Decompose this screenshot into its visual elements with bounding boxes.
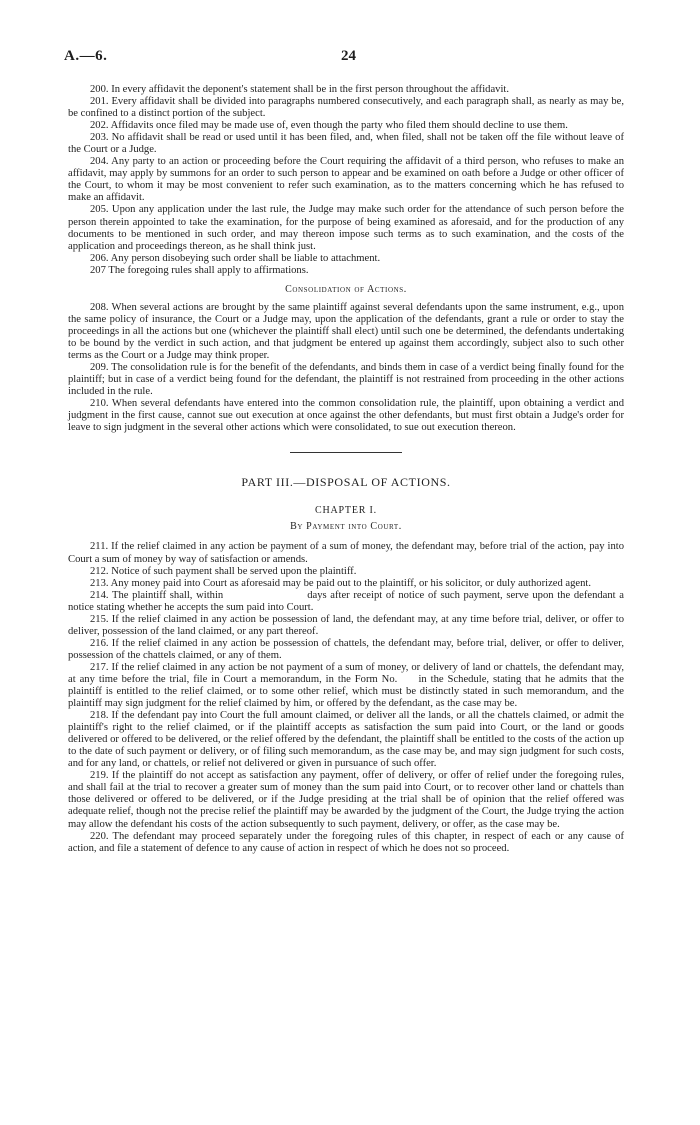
chapter-title: CHAPTER I. [315, 505, 377, 517]
rule-201: 201. Every affidavit shall be divided into paragraphs numbered consecutively, and each paragraph shall, as nearly as may be, be confined to a distinct portion of the subject. [68, 96, 624, 120]
rule-206: 206. Any person disobeying such order shall be liable to attachment. [90, 252, 381, 264]
document-body [68, 84, 624, 855]
page-number: 24 [341, 48, 356, 64]
rule-209: 209. The consolidation rule is for the benefit of the defendants, and binds them in case of a verdict being finally found for the plaintiff; but in case of a verdict being found for the defendant, the plaintiff is not restrained from proceeding in the other actions included in the rule. [68, 362, 624, 398]
chapter-subtitle: By Payment into Court. [290, 521, 402, 533]
rule-205: 205. Upon any application under the last rule, the Judge may make such order for the attendance of such person before the person therein appointed to take the examination, for the purpose of being examined as aforesaid, and for the production of any documents to be mentioned in such order, and may thereon impose such terms as to such examination, and the costs of the application and proceedings thereon, as he shall think just. [68, 204, 624, 252]
rule-214-end: days after receipt of notice of such payment, serve upon the defendant a notice stating whether he accepts the sum paid into Court. [68, 589, 625, 613]
rule-211: 211. If the relief claimed in any action be payment of a sum of money, the defendant may, before trial of the action, pay into Court a sum of money by way of satisfaction or amends. [68, 541, 624, 565]
rule-220: 220. The defendant may proceed separately under the foregoing rules of this chapter, in respect of each or any cause of action, and file a statement of defence to any cause of action in respect of which he does not so proceed. [68, 830, 624, 854]
rule-216: 216. If the relief claimed in any action be possession of chattels, the defendant may, before trial, deliver, or offer to deliver, possession of the chattels claimed, or any of them. [68, 637, 624, 661]
rule-212: 212. Notice of such payment shall be served upon the plaintiff. [90, 565, 357, 577]
section-divider [290, 452, 402, 453]
paper-reference: A.—6. [64, 48, 108, 64]
rule-215: 215. If the relief claimed in any action be possession of land, the defendant may, at any time before trial, deliver, or offer to deliver, possession of the land claimed, or any part thereof. [68, 613, 624, 637]
rule-214 [68, 590, 624, 614]
rule-208: 208. When several actions are brought by the same plaintiff against several defendants upon the same instrument, e.g., upon the same policy of insurance, the Court or a Judge may, upon the application of the defendants, grant a rule or order to stay the proceedings in all the actions but one (whichever the plaintiff shall elect) until such one be determined, the defendants undertaking to be bound by the verdict in such action, and that judgment be entered up against them accordingly, subject also to such other terms as the Court or a Judge may think proper. [68, 301, 624, 361]
rule-214-start: 214. The plaintiff shall, within [90, 589, 224, 601]
rule-218: 218. If the defendant pay into Court the full amount claimed, or deliver all the lands, or all the chattels claimed, or admit the plaintiff's right to the relief claimed, or if the plaintiff accepts as satisfaction the sum paid into Court, or the land or goods delivered or offered to be delivered, or the relief offered by the defendant, the plaintiff shall be entitled to the costs of the action up to the date of such payment or delivery, or of filing such memorandum, as the case may be, and may sign judgment for such costs, and for any land, or chattels, or relief not delivered or given in pursuance of such offer. [68, 710, 624, 770]
section-heading-consolidation: Consolidation of Actions. [285, 283, 407, 295]
rule-210: 210. When several defendants have entered into the common consolidation rule, the plaintiff, upon obtaining a verdict and judgment in the first cause, cannot sue out execution at once against the other defendants, but must first obtain a Judge's order for leave to sign judgment in the several other actions which were consolidated, to sue out execution thereon. [68, 398, 624, 434]
rule-213: 213. Any money paid into Court as aforesaid may be paid out to the plaintiff, or his solicitor, or duly authorized agent. [90, 577, 592, 589]
part-title: PART III.—DISPOSAL OF ACTIONS. [241, 475, 451, 490]
rule-219: 219. If the plaintiff do not accept as satisfaction any payment, offer of delivery, or offer of relief under the foregoing rules, and shall fail at the trial to recover a greater sum of money than the sum paid into Court, or to recover other land or chattels than those delivered or offered to be delivered, or if the Judge presiding at the trial shall be of opinion that the relief offered was adequate relief, though not the precise relief the plaintiff may be awarded by the judgment of the Court, the Judge trying the action may allow the defendant his costs of the action subsequently to such payment, delivery, or offer, as the case may be. [68, 770, 624, 830]
page-header [64, 48, 644, 70]
rule-200: 200. In every affidavit the deponent's statement shall be in the first person throughout the affidavit. [90, 84, 509, 95]
rule-203: 203. No affidavit shall be read or used until it has been filed, and, when filed, shall not be taken off the file without leave of the Court or a Judge. [68, 132, 624, 156]
rule-207: 207 The foregoing rules shall apply to affirmations. [90, 264, 309, 276]
rule-202: 202. Affidavits once filed may be made use of, even though the party who filed them should decline to use them. [90, 120, 568, 132]
rule-217: 217. If the relief claimed in any action be not payment of a sum of money, or delivery of land or chattels, the defendant may, at any time before the trial, file in Court a memorandum, in the Form No. in the Schedule, stating that he admits that the plaintiff is entitled to the relief claimed, or to some other relief, which must be distinctly stated in such memorandum, and the plaintiff may sign judgment for the relief claimed by him, or offered by the defendant, as the case may be. [68, 661, 624, 710]
rule-204: 204. Any party to an action or proceeding before the Court requiring the affidavit of a third person, who refuses to make an affidavit, may apply by summons for an order to such person to appear and be examined on oath before a Judge or other officer of the Court, to whom it may be most convenient to refer such examination, as to the matters concerning which he has refused to make an affidavit. [68, 156, 624, 204]
